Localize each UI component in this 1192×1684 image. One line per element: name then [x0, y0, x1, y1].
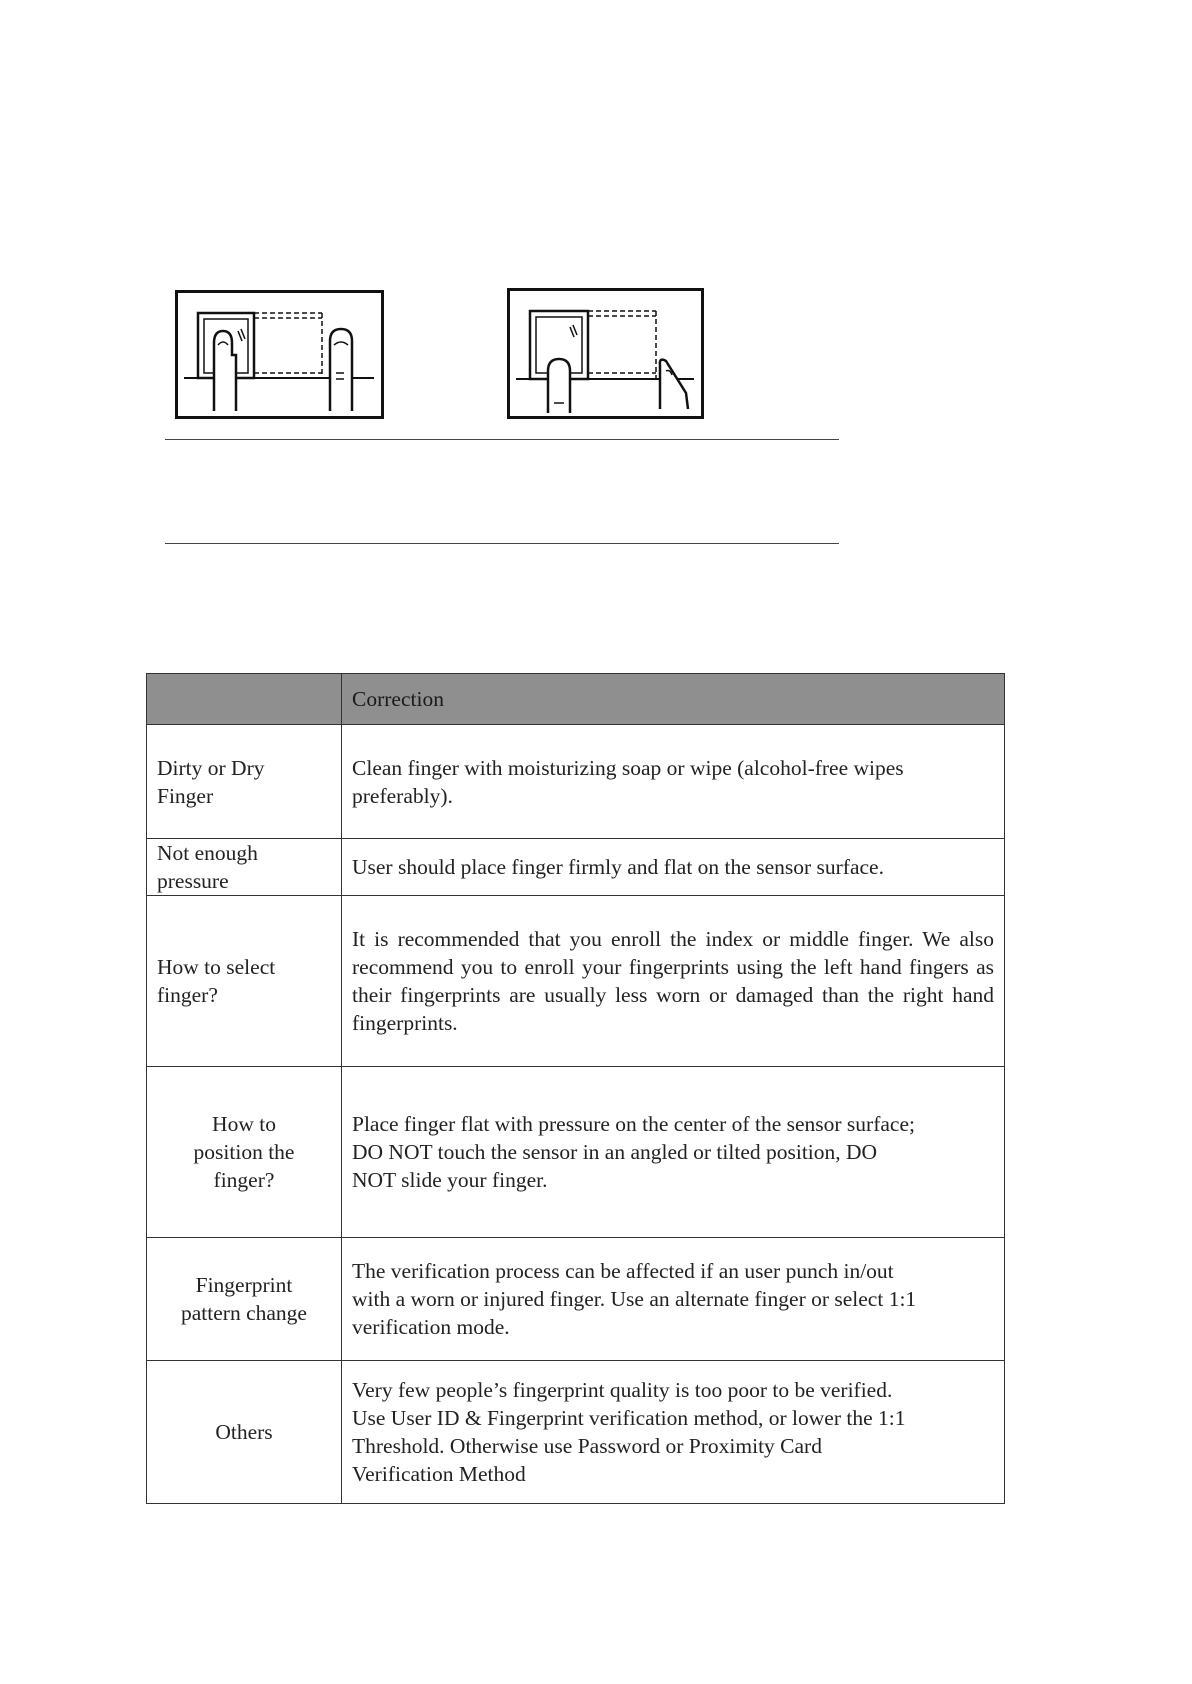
table-row: [147, 839, 1005, 896]
table-row: [147, 725, 1005, 839]
issue-cell: [147, 839, 342, 896]
solution-line: NOT slide your finger.: [352, 1168, 548, 1192]
solution-line: DO NOT touch the sensor in an angled or tilted position, DO: [352, 1140, 878, 1164]
solution-line: Verification Method: [352, 1462, 526, 1486]
header-issue-cell: [147, 674, 342, 725]
issue-line: How to: [212, 1112, 276, 1136]
table-header-row: [147, 674, 1005, 725]
issue-line: Fingerprint: [195, 1273, 293, 1297]
solution-line: Place finger flat with pressure on the center of the sensor surface;: [352, 1112, 915, 1136]
solution-line: Threshold. Otherwise use Password or Proximity Card: [352, 1434, 822, 1458]
issue-cell: [147, 896, 342, 1067]
table-row: [147, 896, 1005, 1067]
solution-cell: User should place finger firmly and flat on the sensor surface.: [342, 839, 1005, 896]
table-row: [147, 1067, 1005, 1238]
table-row: [147, 1238, 1005, 1361]
issue-line: pressure: [157, 869, 229, 893]
solution-cell: It is recommended that you enroll the index or middle finger. We also recommend you to enroll your fingerprints using the left hand fingers as their fingerprints are usually less worn or damaged than the right hand fingerprints.: [342, 896, 1005, 1067]
issue-cell: [147, 1067, 342, 1238]
table-row: [147, 1361, 1005, 1504]
issue-line: finger?: [157, 983, 218, 1007]
solution-cell: [342, 1361, 1005, 1504]
troubleshooting-table: [146, 673, 1005, 1504]
issue-cell: [147, 1361, 342, 1504]
solution-line: Use User ID & Fingerprint verification method, or lower the 1:1: [352, 1406, 906, 1430]
issue-line: finger?: [213, 1168, 275, 1192]
issue-line: Dirty or Dry: [157, 755, 265, 780]
issue-line: Not enough: [157, 841, 258, 865]
finger-placement-illustration-2: [507, 288, 704, 419]
header-correction-cell: Correction: [342, 674, 1005, 725]
issue-line: Others: [215, 1420, 273, 1444]
divider-top: [165, 439, 839, 440]
solution-cell: [342, 1238, 1005, 1361]
solution-line: Very few people’s fingerprint quality is too poor to be verified.: [352, 1378, 893, 1402]
finger-on-sensor-icon: [178, 293, 381, 416]
issue-cell: [147, 725, 342, 839]
solution-line: The verification process can be affected if an user punch in/out: [352, 1259, 894, 1283]
finger-placement-illustration-1: [175, 290, 384, 419]
issue-line: How to select: [157, 955, 276, 979]
solution-cell: [342, 1067, 1005, 1238]
finger-angled-icon: [510, 291, 701, 416]
issue-cell: [147, 1238, 342, 1361]
solution-cell: Clean finger with moisturizing soap or wipe (alcohol-free wipes preferably).: [342, 725, 1005, 839]
solution-line: with a worn or injured finger. Use an alternate finger or select 1:1: [352, 1287, 917, 1311]
issue-line: position the: [193, 1140, 295, 1164]
issue-line: pattern change: [181, 1301, 307, 1325]
issue-line: Finger: [157, 783, 214, 808]
solution-line: verification mode.: [352, 1315, 510, 1339]
divider-bottom: [165, 543, 839, 544]
